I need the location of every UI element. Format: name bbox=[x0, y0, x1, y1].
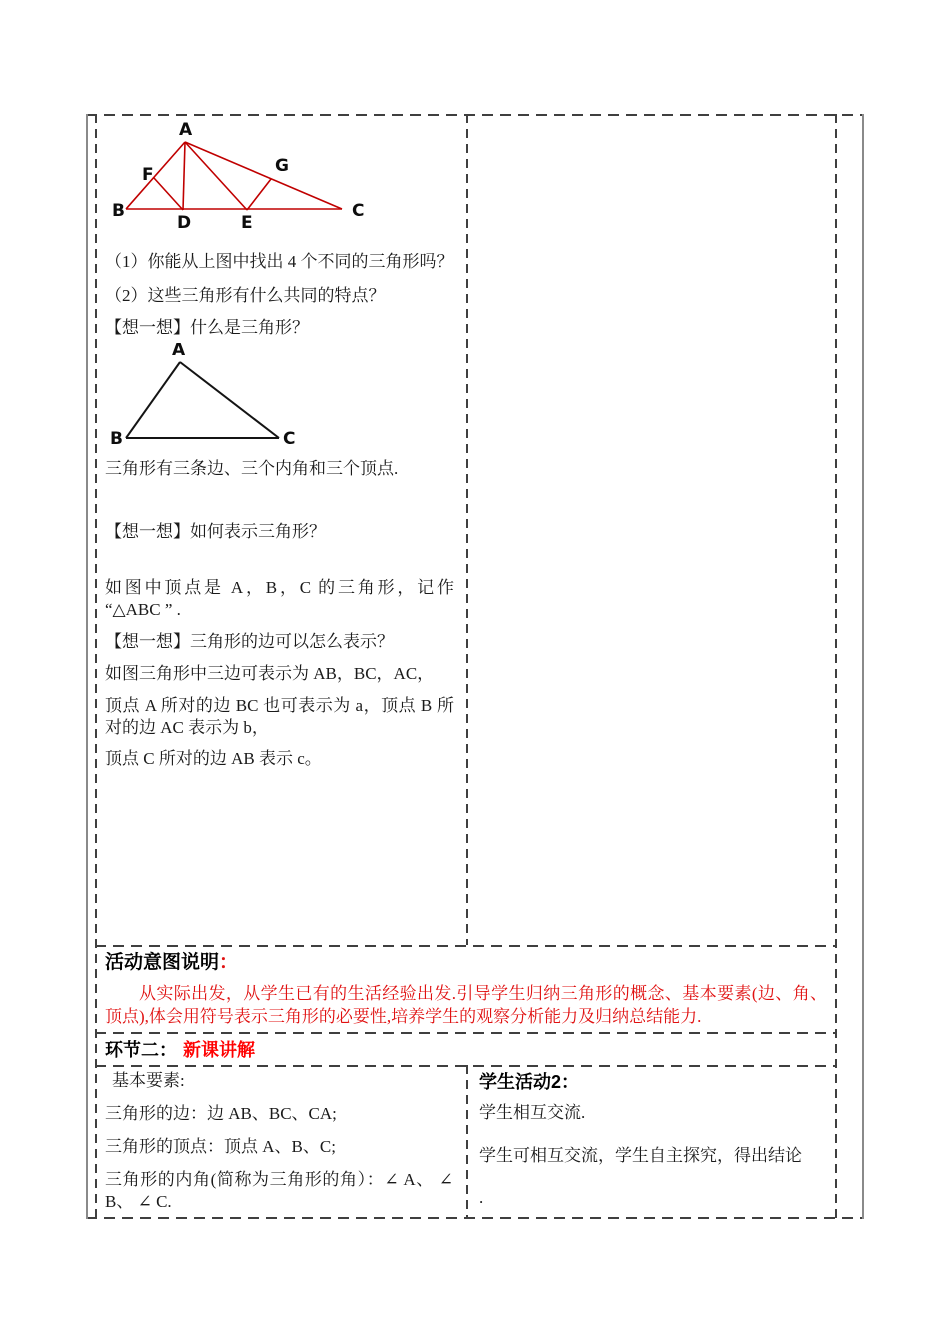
table-border-right bbox=[862, 114, 864, 1219]
think-prompt-1: 【想一想】什么是三角形？ bbox=[105, 318, 309, 337]
cell-stage-two-header bbox=[96, 1034, 835, 1064]
vertex-label-A: A bbox=[172, 343, 186, 360]
vertex-label-C: C bbox=[283, 429, 296, 449]
table-inner-right-rule bbox=[835, 114, 837, 1219]
student-activity-2-line-3: . bbox=[479, 1188, 484, 1207]
vertex-label-A: A bbox=[179, 120, 193, 140]
question-1: （1）你能从上图中找出 4 个不同的三角形吗？ bbox=[105, 252, 454, 271]
activity-intent-heading bbox=[105, 951, 827, 975]
vertex-label-G: G bbox=[275, 156, 289, 176]
activity-intent-body: 从实际出发，从学生已有的生活经验出发.引导学生归纳三角形的概念、基本要素(边、角、顶点),体会用符号表示三角形的必要性,培养学生的观察分析能力及归纳总结能力. bbox=[105, 984, 827, 1026]
side-c-text: 顶点 C 所对的边 AB 表示 c。 bbox=[105, 749, 322, 768]
triangle-notation-text: 如图中顶点是 A，B，C 的三角形，记作 “△ABC ” . bbox=[105, 578, 454, 619]
sides-notation-text: 如图三角形中三边可表示为 AB，BC，AC， bbox=[105, 664, 435, 683]
table-border-left bbox=[86, 114, 88, 1219]
angles-line: 三角形的内角(简称为三角形的角）：∠ A、 ∠ B、 ∠ C. bbox=[105, 1170, 453, 1211]
stage-two-title: 新课讲解 bbox=[183, 1040, 255, 1060]
basic-elements-heading: 基本要素: bbox=[112, 1071, 185, 1090]
triangle-definition-text: 三角形有三条边、三个内角和三个顶点. bbox=[105, 459, 399, 478]
student-activity-2-line-2: 学生可相互交流，学生自主探究，得出结论 bbox=[479, 1146, 802, 1165]
vertex-label-D: D bbox=[177, 213, 192, 233]
cell-student-activity-2 bbox=[467, 1067, 834, 1217]
vertex-label-B: B bbox=[110, 429, 123, 449]
vertex-label-B: B bbox=[112, 201, 125, 221]
student-activity-2-line-1: 学生相互交流. bbox=[479, 1103, 586, 1122]
vertices-line: 三角形的顶点：顶点 A、B、C; bbox=[105, 1137, 336, 1156]
stage-two-label: 环节二： bbox=[105, 1040, 177, 1060]
table-border-bottom bbox=[86, 1217, 864, 1219]
sides-line: 三角形的边：边 AB、BC、CA; bbox=[105, 1104, 337, 1123]
vertex-label-C: C bbox=[352, 201, 365, 221]
lesson-plan-table bbox=[86, 114, 864, 1219]
question-2: （2）这些三角形有什么共同的特点？ bbox=[105, 286, 386, 305]
composite-triangle-figure bbox=[109, 118, 371, 234]
vertex-label-E: E bbox=[241, 213, 253, 233]
student-activity-2-heading: 学生活动2： bbox=[479, 1072, 580, 1092]
cell-activity-intent bbox=[96, 947, 835, 1031]
think-prompt-3: 【想一想】三角形的边可以怎么表示？ bbox=[105, 632, 394, 651]
vertex-label-F: F bbox=[142, 165, 154, 185]
opposite-sides-text: 顶点 A 所对的边 BC 也可表示为 a，顶点 B 所对的边 AC 表示为 b， bbox=[105, 696, 454, 737]
activity-intent-heading-colon: ： bbox=[219, 952, 239, 973]
cell-basic-elements bbox=[96, 1067, 465, 1217]
cell-teaching-content bbox=[96, 116, 465, 944]
activity-intent-heading-text: 活动意图说明 bbox=[105, 952, 220, 973]
think-prompt-2: 【想一想】如何表示三角形？ bbox=[105, 522, 326, 541]
simple-triangle-figure bbox=[109, 343, 314, 451]
cell-student-activity-1 bbox=[467, 116, 834, 944]
